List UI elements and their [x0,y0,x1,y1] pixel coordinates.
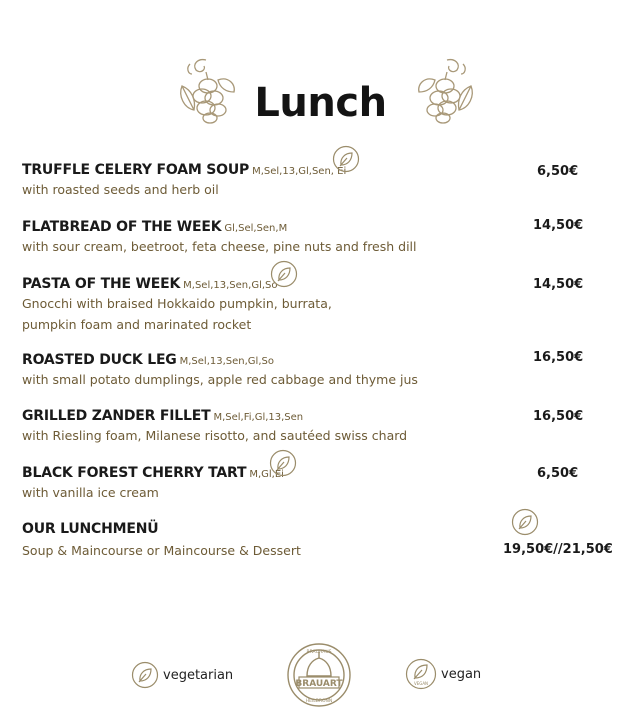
menu-item [22,218,582,257]
menu-item-allergens: Gl,Sel,Sen,M [224,223,288,234]
menu-item-price: 16,50€ [533,350,584,365]
menu-item-name: TRUFFLE CELERY FOAM SOUP [22,162,250,178]
vegetarian-leaf-icon [269,449,297,477]
menu-item-description: with Riesling foam, Milanese risotto, and sautéed swiss chard [22,428,408,443]
logo-ring-top: BRAUHAUS [306,650,332,655]
logo-ring-bottom: HEILBRONN [305,699,333,704]
menu-item [22,161,582,200]
menu-item-description: pumpkin foam and marinated rocket [22,317,252,332]
vegan-leaf-icon [405,658,437,690]
menu-item-name: ROASTED DUCK LEG [22,352,177,368]
menu-item-allergens: M,Sel,13,Gl,Sen, Ei [252,166,347,177]
menu-item-price: 19,50€//21,50€ [503,542,613,557]
menu-item [22,464,582,503]
menu-item-name: FLATBREAD OF THE WEEK [22,219,222,235]
legend-vegan-label: vegan [441,667,482,682]
menu-item-price: 14,50€ [533,277,584,292]
vegetarian-leaf-icon [511,508,539,536]
menu-item-description: Gnocchi with braised Hokkaido pumpkin, burrata, [22,296,332,311]
menu-item-allergens: M,Sel,Fi,Gl,13,Sen [213,412,304,423]
menu-item-name: OUR LUNCHMENÜ [22,521,159,537]
menu-item [22,407,582,446]
menu-item-name: BLACK FOREST CHERRY TART [22,465,247,481]
menu-item-allergens: M,Gl,Ei [249,469,284,480]
menu-item-description: with small potato dumplings, apple red cabbage and thyme jus [22,372,418,387]
menu-item [22,275,582,335]
vegetarian-leaf-icon [131,661,159,689]
legend-vegetarian-label: vegetarian [163,668,234,683]
menu-item [22,520,582,561]
vegetarian-leaf-icon [332,145,360,173]
menu-item-name: PASTA OF THE WEEK [22,276,181,292]
menu-item-description: with vanilla ice cream [22,485,159,500]
vegan-badge-text: VEGAN [413,681,429,686]
menu-item-price: 6,50€ [537,466,579,481]
menu-item-description: with sour cream, beetroot, feta cheese, pine nuts and fresh dill [22,239,417,254]
menu-item-description: with roasted seeds and herb oil [22,182,219,197]
menu-item-name: GRILLED ZANDER FILLET [22,408,211,424]
logo-wordmark: BRAUART [295,679,343,689]
menu-item-price: 6,50€ [537,164,579,179]
menu-item-description: Soup & Maincourse or Maincourse & Dessert [22,543,301,558]
page-title: Lunch [254,80,387,126]
vegetarian-leaf-icon [270,260,298,288]
menu-item-price: 16,50€ [533,409,584,424]
menu-item [22,351,582,390]
menu-item-price: 14,50€ [533,218,584,233]
menu-item-allergens: M,Sel,13,Sen,Gl,So [183,280,278,291]
brauart-logo-icon [285,642,353,708]
menu-item-allergens: M,Sel,13,Sen,Gl,So [179,356,274,367]
